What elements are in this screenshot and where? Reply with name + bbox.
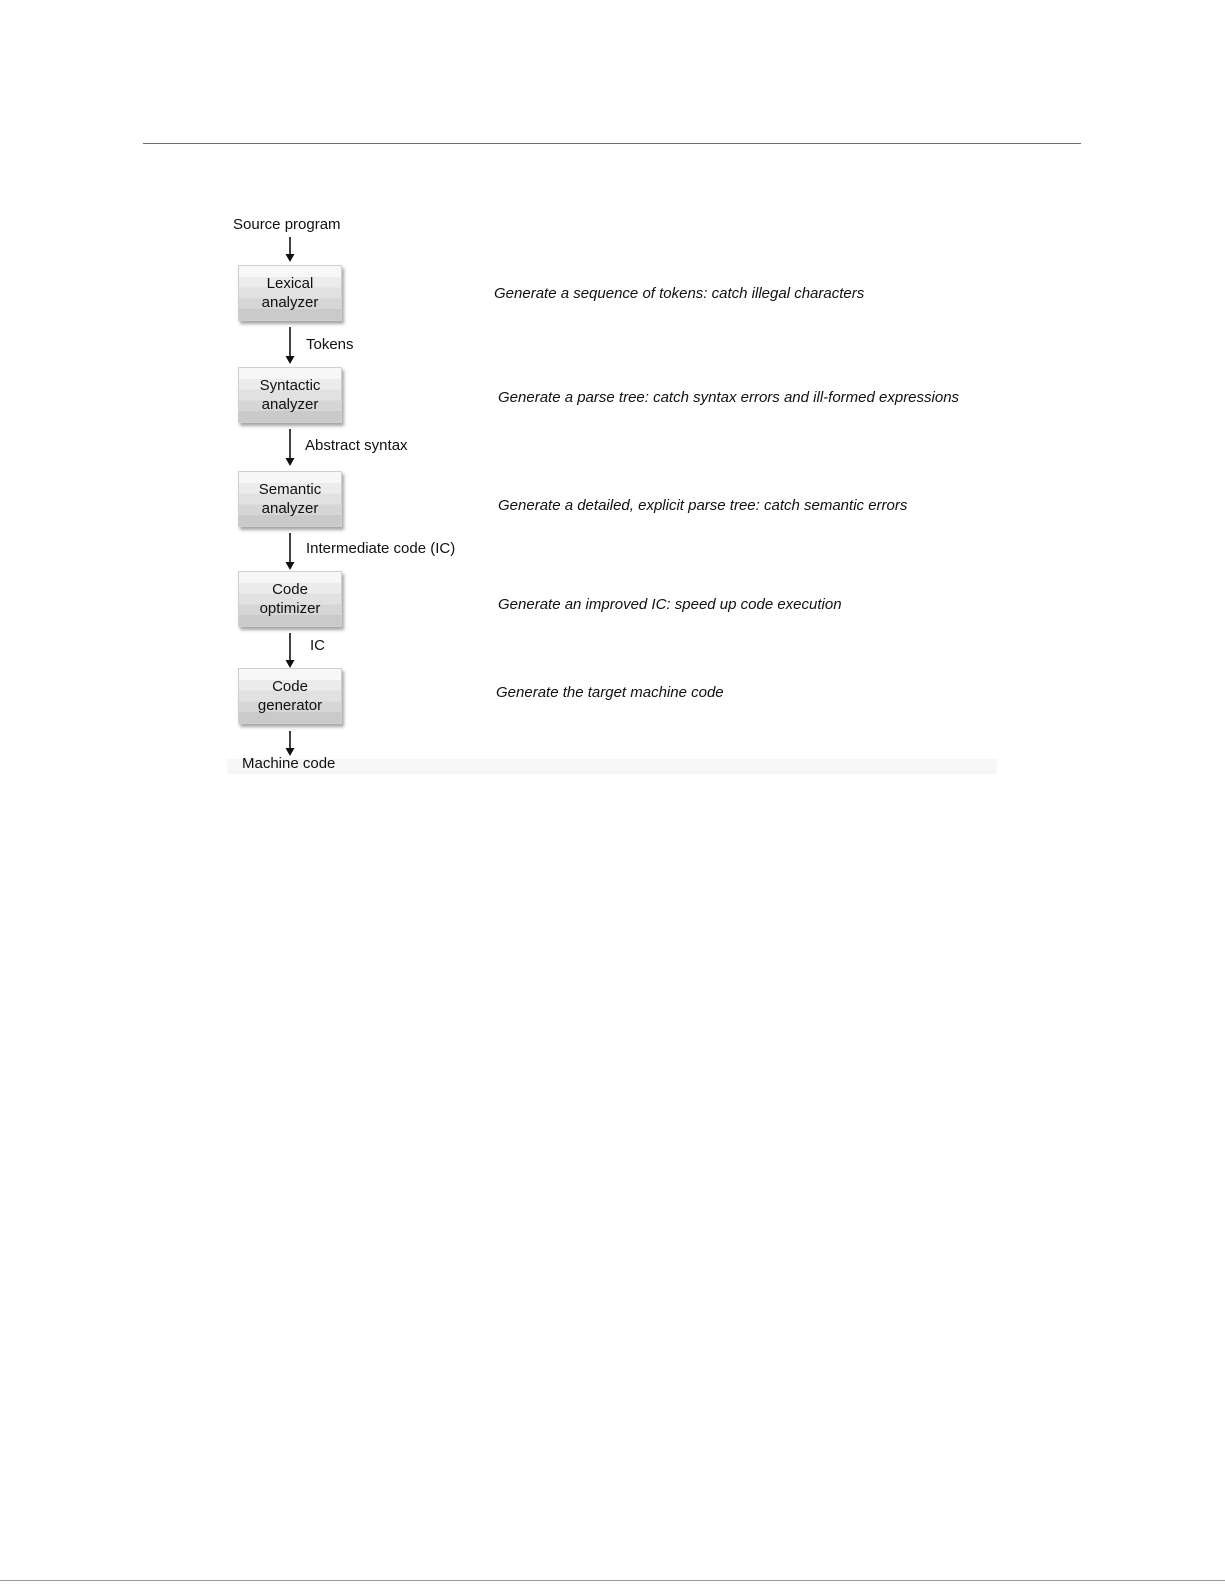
code-generator-line1: Code: [272, 678, 308, 695]
code-optimizer-line1: Code: [272, 581, 308, 598]
machine-code-label: Machine code: [242, 755, 336, 772]
code-optimizer-description: Generate an improved IC: speed up code execution: [498, 596, 842, 613]
lexical-analyzer-box: [238, 265, 342, 321]
lexical-analyzer-line1: Lexical: [266, 275, 314, 292]
arrow-syntactic-to-semantic: [284, 429, 296, 467]
arrow-optimizer-to-generator: [284, 633, 296, 669]
syntactic-analyzer-box: [238, 367, 342, 423]
edge-label-intermediate-code: Intermediate code (IC): [306, 540, 456, 557]
semantic-analyzer-line1: Semantic: [258, 481, 322, 498]
edge-label-ic: IC: [310, 637, 325, 654]
syntactic-analyzer-description: Generate a parse tree: catch syntax errors and ill-formed expressions: [498, 389, 960, 406]
page-bottom-rule: [0, 1580, 1225, 1581]
arrow-semantic-to-optimizer: [284, 533, 296, 571]
lexical-analyzer-description: Generate a sequence of tokens: catch illegal characters: [494, 285, 865, 302]
code-optimizer-box: [238, 571, 342, 627]
arrow-generator-to-output: [284, 731, 296, 757]
lexical-analyzer-line2: analyzer: [261, 294, 319, 311]
code-generator-box: [238, 668, 342, 724]
code-generator-line2: generator: [257, 697, 323, 714]
code-generator-description: Generate the target machine code: [496, 684, 724, 701]
edge-label-abstract-syntax: Abstract syntax: [305, 437, 408, 454]
arrow-lexical-to-syntactic: [284, 327, 296, 365]
semantic-analyzer-line2: analyzer: [261, 500, 319, 517]
source-program-label: Source program: [233, 216, 341, 233]
syntactic-analyzer-line1: Syntactic: [259, 377, 321, 394]
edge-label-tokens: Tokens: [306, 336, 354, 353]
arrow-source-to-lexical: [284, 237, 296, 263]
semantic-analyzer-description: Generate a detailed, explicit parse tree: catch semantic errors: [498, 497, 908, 514]
figure-bottom-band: [227, 759, 997, 774]
code-optimizer-line2: optimizer: [259, 600, 321, 617]
semantic-analyzer-box: [238, 471, 342, 527]
syntactic-analyzer-line2: analyzer: [261, 396, 319, 413]
